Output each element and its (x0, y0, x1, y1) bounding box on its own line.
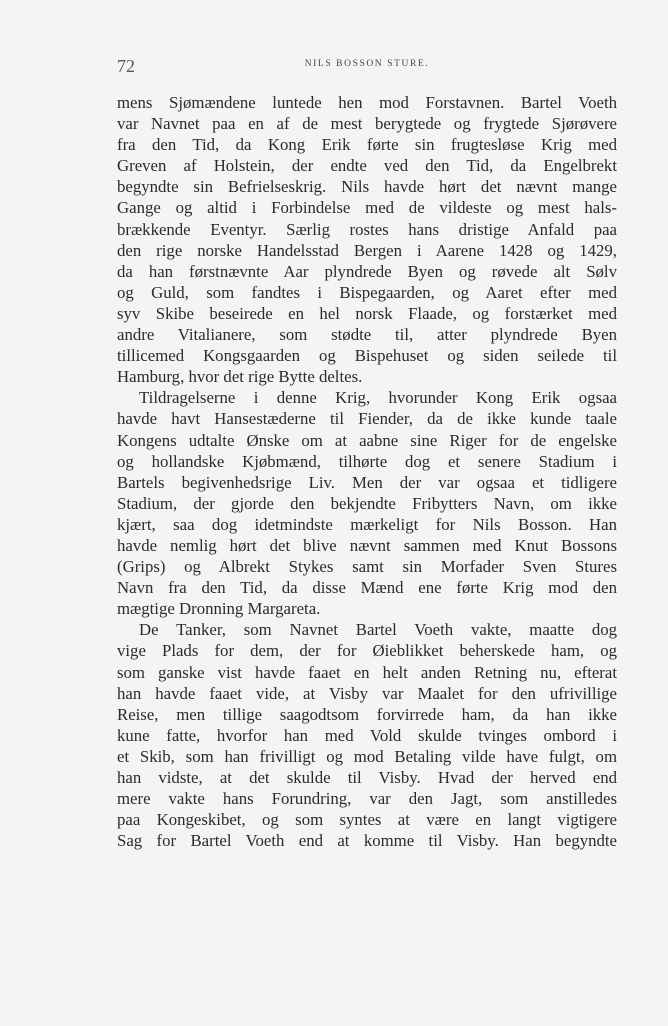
text-line: Greven af Holstein, der endte ved den Tid, da Engelbrekt (117, 156, 617, 176)
text-line: var Navnet paa en af de mest berygtede og frygtede Sjørøvere (117, 114, 617, 134)
text-line: Tildragelserne i denne Krig, hvorunder Kong Erik ogsaa (139, 388, 617, 408)
text-line: Navn fra den Tid, da disse Mænd ene førte Krig mod den (117, 578, 617, 598)
text-line: og Guld, som fandtes i Bispegaarden, og Aaret efter med (117, 282, 617, 302)
text-line: De Tanker, som Navnet Bartel Voeth vakte, maatte dog (139, 620, 617, 640)
text-line: paa Kongeskibet, og som syntes at være en langt vigtigere (117, 810, 617, 830)
text-line: kune fatte, hvorfor han med Vold skulde tvinges ombord i (117, 725, 617, 745)
text-line: tillicemed Kongsgaarden og Bispehuset og siden seilede til (117, 346, 617, 366)
text-line: mægtige Dronning Margareta. (117, 599, 321, 619)
text-line: havde havt Hansestæderne til Fiender, da de ikke kunde taale (117, 409, 617, 429)
text-line: Reise, men tillige saagodtsom forvirrede ham, da han ikke (117, 704, 617, 724)
text-line: havde nemlig hørt det blive nævnt sammen med Knut Bossons (117, 535, 617, 555)
text-line: mens Sjømændene luntede hen mod Forstavnen. Bartel Voeth (117, 93, 617, 112)
text-line: (Grips) og Albrekt Stykes samt sin Morfader Sven Stures (117, 557, 617, 577)
text-line: Gange og altid i Forbindelse med de vildeste og mest hals- (117, 198, 617, 218)
text-line: syv Skibe beseirede en hel norsk Flaade, og forstærket med (117, 303, 617, 323)
text-line: vige Plads for dem, der for Øieblikket beherskede ham, og (117, 641, 617, 661)
running-head: NILS BOSSON STURE. (304, 59, 430, 69)
text-line: fra den Tid, da Kong Erik førte sin frugtesløse Krig med (117, 135, 617, 155)
text-line: som ganske vist havde faaet en helt anden Retning nu, efterat (117, 662, 617, 682)
text-line: et Skib, som han frivilligt og mod Betaling vilde have fulgt, om (117, 746, 617, 766)
text-line: mere vakte hans Forundring, var den Jagt, som anstilledes (117, 789, 617, 809)
body-text (117, 92, 617, 851)
page-header (117, 56, 617, 80)
text-line: begyndte sin Befrielseskrig. Nils havde hørt det nævnt mange (117, 177, 617, 197)
text-line: da han førstnævnte Aar plyndrede Byen og røvede alt Sølv (117, 261, 617, 281)
text-line: andre Vitalianere, som stødte til, atter plyndrede Byen (117, 325, 617, 345)
text-line: den rige norske Handelsstad Bergen i Aarene 1428 og 1429, (117, 240, 617, 260)
text-line: Kongens udtalte Ønske om at aabne sine Riger for de engelske (117, 430, 617, 450)
text-line: Bartels begivenhedsrige Liv. Men der var ogsaa et tidligere (117, 472, 617, 492)
text-line: og hollandske Kjøbmænd, tilhørte dog et senere Stadium i (117, 451, 617, 471)
text-line: han vidste, at det skulde til Visby. Hvad der herved end (117, 768, 617, 787)
text-line: kjært, saa dog idetmindste mærkeligt for Nils Bosson. Han (117, 514, 617, 534)
page-number: 72 (117, 56, 135, 76)
text-line: Hamburg, hvor det rige Bytte deltes. (117, 367, 363, 387)
text-line: brækkende Eventyr. Særlig rostes hans dristige Anfald paa (117, 219, 617, 239)
text-line: Stadium, der gjorde den bekjendte Fribytters Navn, om ikke (117, 493, 617, 513)
text-line: han havde faaet vide, at Visby var Maalet for den ufrivillige (117, 683, 617, 703)
text-line: Sag for Bartel Voeth end at komme til Visby. Han begyndte (117, 831, 617, 851)
